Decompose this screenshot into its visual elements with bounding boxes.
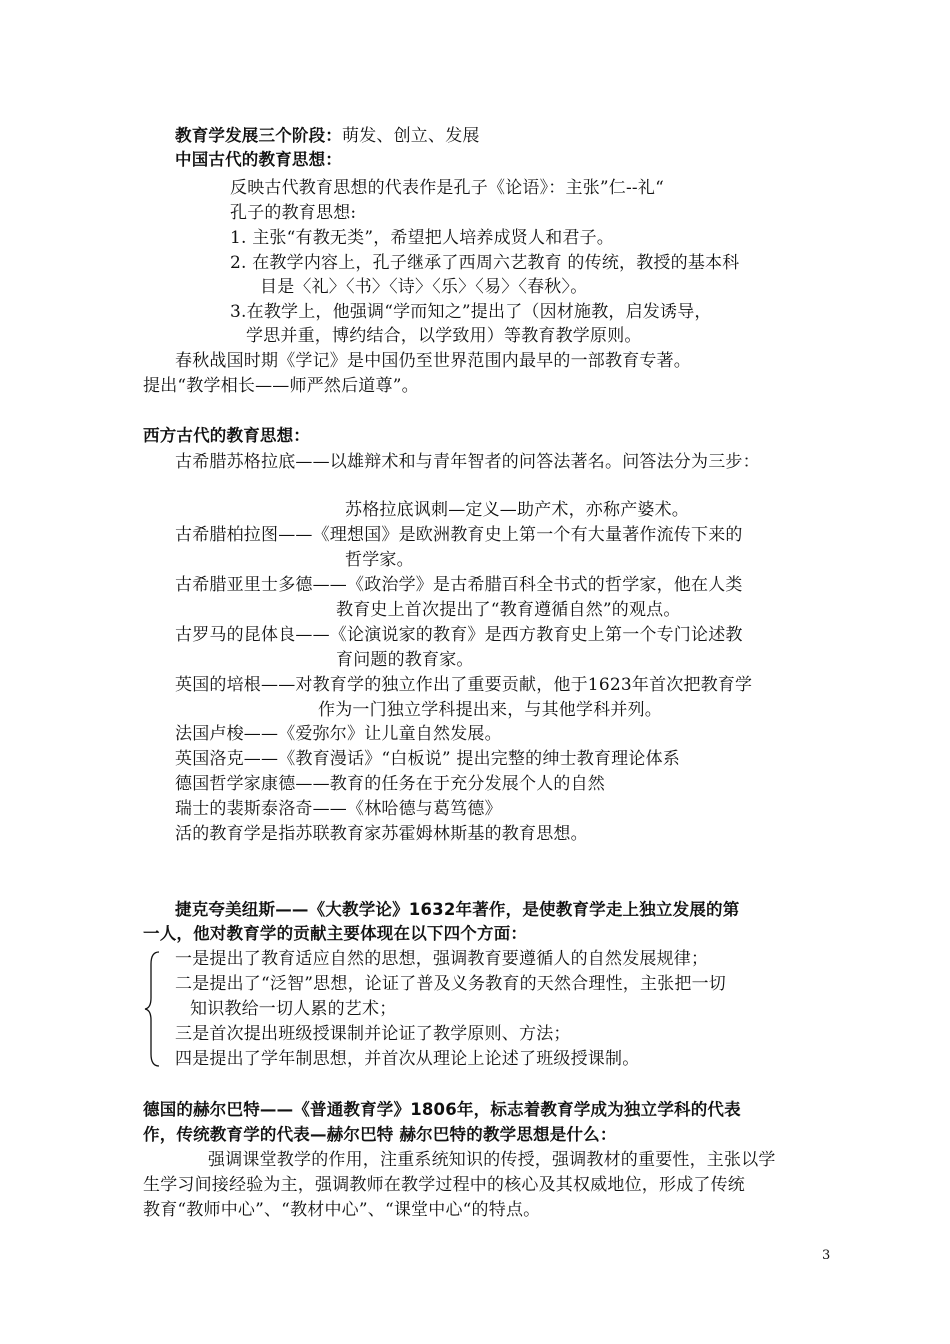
west-line: 活的教育学是指苏联教育家苏霍姆林斯基的教育思想。: [175, 824, 588, 844]
china-line: 1. 主张“有教无类”，希望把人培养成贤人和君子。: [230, 228, 615, 248]
china-line: 2. 在教学内容上，孔子继承了西周六艺教育 的传统，教授的基本科: [230, 253, 740, 273]
china-line: 3.在教学上，他强调“学而知之”提出了（因材施教，启发诱导，: [230, 302, 712, 322]
stages-line: [175, 124, 480, 148]
china-line: 反映古代教育思想的代表作是孔子《论语》：主张”仁--礼“: [230, 178, 664, 198]
comenius-point: 一是提出了教育适应自然的思想，强调教育要遵循人的自然发展规律；: [175, 949, 709, 969]
china-line: 提出“教学相长——师严然后道尊”。: [143, 376, 419, 396]
comenius-point: 三是首次提出班级授课制并论证了教学原则、方法；: [175, 1024, 571, 1044]
comenius-heading: 捷克夸美纽斯——《大教学论》1632年著作，是使教育学走上独立发展的第: [175, 900, 740, 919]
west-line: 育问题的教育家。: [336, 650, 474, 670]
west-line: 古希腊苏格拉底——以雄辩术和与青年智者的问答法著名。问答法分为三步：: [175, 452, 760, 472]
west-heading: 西方古代的教育思想：: [143, 426, 310, 445]
comenius-point: 知识教给一切人累的艺术；: [190, 999, 397, 1019]
brace-icon: [143, 950, 163, 1068]
comenius-heading: 一人，他对教育学的贡献主要体现在以下四个方面：: [143, 924, 528, 943]
west-line: 古罗马的昆体良——《论演说家的教育》是西方教育史上第一个专门论述教: [175, 625, 743, 645]
west-line: 苏格拉底讽刺—定义—助产术，亦称产婆术。: [345, 500, 689, 520]
west-line: 德国哲学家康德——教育的任务在于充分发展个人的自然: [175, 774, 605, 794]
comenius-point: 四是提出了学年制思想，并首次从理论上论述了班级授课制。: [175, 1049, 640, 1069]
west-line: 哲学家。: [345, 550, 414, 570]
west-line: 法国卢梭——《爱弥尔》让儿童自然发展。: [175, 724, 502, 744]
stages-heading: 教育学发展三个阶段：: [175, 126, 342, 145]
west-line: 英国的培根——对教育学的独立作出了重要贡献，他于1623年首次把教育学: [175, 675, 753, 695]
china-line: 目是〈礼〉〈书〉〈诗〉〈乐〉〈易〉〈春秋〉。: [260, 277, 588, 297]
west-line: 英国洛克——《教育漫话》“白板说” 提出完整的绅士教育理论体系: [175, 749, 680, 769]
herbart-line: 生学习间接经验为主，强调教师在教学过程中的核心及其权威地位，形成了传统: [143, 1175, 745, 1195]
west-line: 古希腊柏拉图——《理想国》是欧洲教育史上第一个有大量著作流传下来的: [175, 525, 743, 545]
herbart-heading: 德国的赫尔巴特——《普通教育学》1806年，标志着教育学成为独立学科的代表: [143, 1100, 741, 1119]
page-number: 3: [822, 1248, 831, 1263]
herbart-line: 强调课堂教学的作用，注重系统知识的传授，强调教材的重要性，主张以学: [208, 1150, 776, 1170]
west-line: 古希腊亚里士多德——《政治学》是古希腊百科全书式的哲学家，他在人类: [175, 575, 743, 595]
herbart-heading: 作，传统教育学的代表—赫尔巴特 赫尔巴特的教学思想是什么：: [143, 1125, 617, 1144]
herbart-line: 教育“教师中心”、“教材中心”、“课堂中心“的特点。: [143, 1200, 541, 1220]
west-line: 教育史上首次提出了“教育遵循自然”的观点。: [336, 600, 681, 620]
comenius-point: 二是提出了“泛智”思想，论证了普及义务教育的天然合理性，主张把一切: [175, 974, 726, 994]
stages-text: 萌发、创立、发展: [342, 126, 480, 146]
china-heading: 中国古代的教育思想：: [175, 150, 342, 169]
china-line: 学思并重，博约结合，以学致用）等教育教学原则。: [246, 326, 642, 346]
china-line: 孔子的教育思想:: [230, 203, 357, 223]
west-line: 瑞士的裴斯泰洛奇——《林哈德与葛笃德》: [175, 799, 502, 819]
china-line: 春秋战国时期《学记》是中国仍至世界范围内最早的一部教育专著。: [175, 351, 691, 371]
west-line: 作为一门独立学科提出来，与其他学科并列。: [318, 700, 662, 720]
